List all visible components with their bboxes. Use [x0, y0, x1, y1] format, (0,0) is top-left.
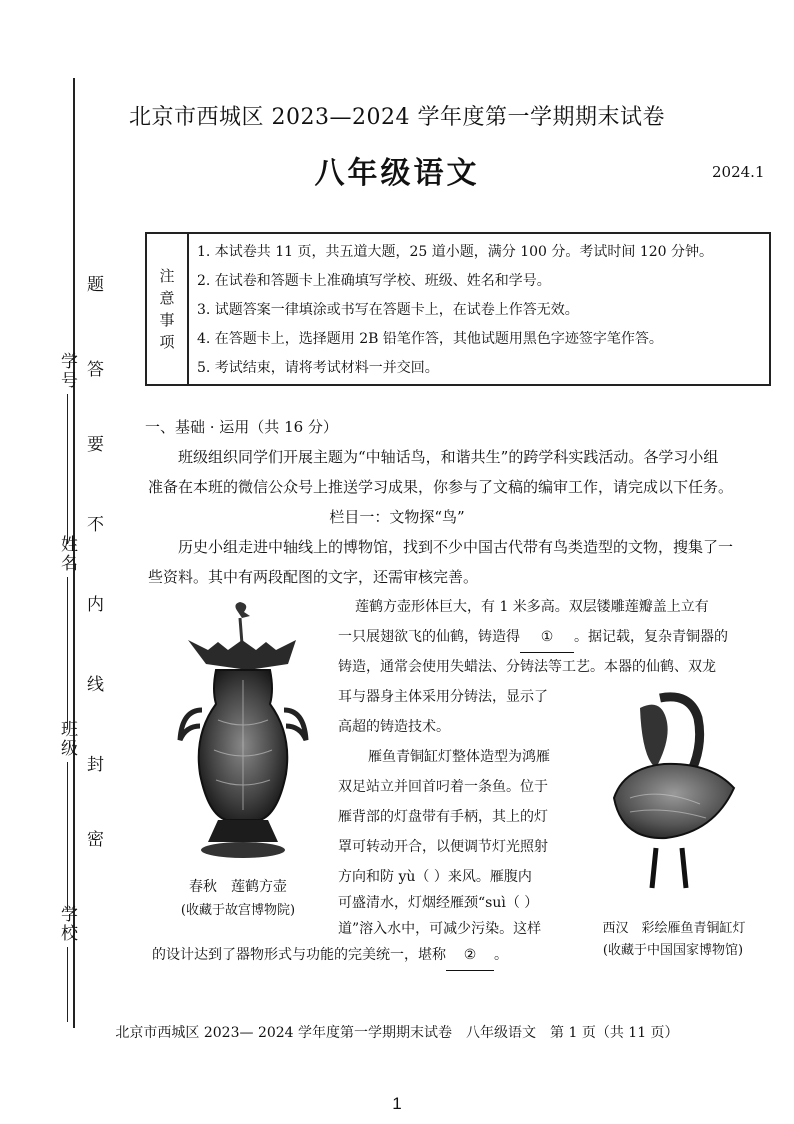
class-blank — [67, 762, 68, 912]
name-field — [55, 535, 80, 731]
seal-char: 题 — [87, 275, 104, 295]
passage-line: 雁背部的灯盘带有手柄，其上的灯 — [338, 809, 548, 825]
notes-label-char: 事 — [159, 311, 175, 329]
seal-char: 线 — [87, 675, 104, 695]
seal-char: 内 — [87, 595, 104, 615]
notes-label-char: 项 — [159, 333, 175, 351]
page-number: 1 — [392, 1094, 402, 1113]
notes-label — [147, 234, 189, 384]
seal-char: 封 — [87, 755, 104, 775]
blank-2: ② — [446, 940, 494, 971]
exam-date: 2024.1 — [712, 163, 765, 181]
school-field — [55, 905, 80, 1026]
passage-line: 雁鱼青铜缸灯整体造型为鸿雁 — [368, 749, 550, 765]
passage-text: 的设计达到了器物形式与功能的完美统一，堪称 — [152, 947, 446, 963]
notes-items — [189, 234, 769, 384]
caption-right-source: (收藏于中国国家博物馆) — [602, 943, 744, 958]
passage-text: 。 — [494, 947, 508, 963]
student-id-label: 学号 — [57, 352, 77, 390]
passage-text: 。据记载，复杂青铜器的 — [574, 629, 728, 645]
notes-box — [145, 232, 771, 386]
notes-item: 3. 试题答案一律填涂或书写在答题卡上，在试卷上作答无效。 — [197, 302, 579, 318]
class-label: 班级 — [57, 720, 77, 758]
class-field — [55, 720, 80, 916]
school-label: 学校 — [57, 905, 77, 943]
section-heading: 一、基础 · 运用（共 16 分） — [145, 418, 338, 436]
seal-char: 不 — [87, 515, 104, 535]
notes-item: 4. 在答题卡上，选择题用 2B 铅笔作答，其他试题用黑色字迹签字笔作答。 — [197, 331, 663, 347]
seal-char: 要 — [87, 435, 104, 455]
intro-line: 班级组织同学们开展主题为“中轴话鸟，和谐共生”的跨学科实践活动。各学习小组 — [178, 448, 719, 466]
goose-fish-lamp-image — [600, 688, 748, 896]
school-blank — [67, 947, 68, 1022]
passage-line: 铸造，通常会使用失蜡法、分铸法等工艺。本器的仙鹤、双龙 — [338, 659, 716, 675]
seal-char: 密 — [87, 830, 104, 850]
passage-line: 高超的铸造技术。 — [338, 719, 450, 735]
intro-line: 准备在本班的微信公众号上推送学习成果，你参与了文稿的编审工作，请完成以下任务。 — [148, 478, 734, 496]
name-blank — [67, 577, 68, 727]
notes-label-char: 注 — [159, 267, 175, 285]
body-line: 历史小组走进中轴线上的博物馆，找到不少中国古代带有鸟类造型的文物，搜集了一 — [178, 538, 734, 556]
seal-char: 答 — [87, 360, 104, 380]
passage-line: 可盛清水，灯烟经雁颈“suì（ ） — [338, 895, 539, 911]
passage-line — [152, 940, 508, 971]
passage-line — [338, 622, 728, 653]
caption-left-title: 春秋 莲鹤方壶 — [189, 879, 287, 895]
caption-left-source: (收藏于故宫博物院) — [180, 903, 296, 918]
passage-line: 道”溶入水中，可减少污染。这样 — [338, 921, 542, 937]
lotus-crane-pot-image — [168, 600, 318, 868]
column-title: 栏目一：文物探“鸟” — [329, 508, 465, 526]
body-line: 些资料。其中有两段配图的文字，还需审核完善。 — [148, 568, 479, 586]
page-footer: 北京市西城区 2023— 2024 学年度第一学期期末试卷 八年级语文 第 1 页（共 11 页） — [115, 1025, 679, 1041]
passage-line: 双足站立并回首叼着一条鱼。位于 — [338, 779, 548, 795]
passage-line: 耳与器身主体采用分铸法，显示了 — [338, 689, 548, 705]
blank-1: ① — [520, 622, 574, 653]
passage-line: 莲鹤方壶形体巨大，有 1 米多高。双层镂雕莲瓣盖上立有 — [355, 599, 709, 615]
passage-line: 罩可转动开合，以便调节灯光照射 — [338, 839, 548, 855]
notes-item: 1. 本试卷共 11 页，共五道大题，25 道小题，满分 100 分。考试时间 120 分钟。 — [197, 244, 714, 260]
exam-title: 北京市西城区 2023—2024 学年度第一学期期末试卷 — [129, 105, 665, 130]
name-label: 姓名 — [57, 535, 77, 573]
passage-text: 一只展翅欲飞的仙鹤，铸造得 — [338, 629, 520, 645]
exam-subtitle: 八年级语文 — [314, 156, 480, 191]
notes-label-char: 意 — [159, 289, 175, 307]
notes-item: 2. 在试卷和答题卡上准确填写学校、班级、姓名和学号。 — [197, 273, 551, 289]
passage-line: 方向和防 yù（ ）来风。雁腹内 — [338, 869, 532, 885]
caption-right-title: 西汉 彩绘雁鱼青铜缸灯 — [602, 921, 746, 936]
notes-item: 5. 考试结束，请将考试材料一并交回。 — [197, 360, 439, 376]
